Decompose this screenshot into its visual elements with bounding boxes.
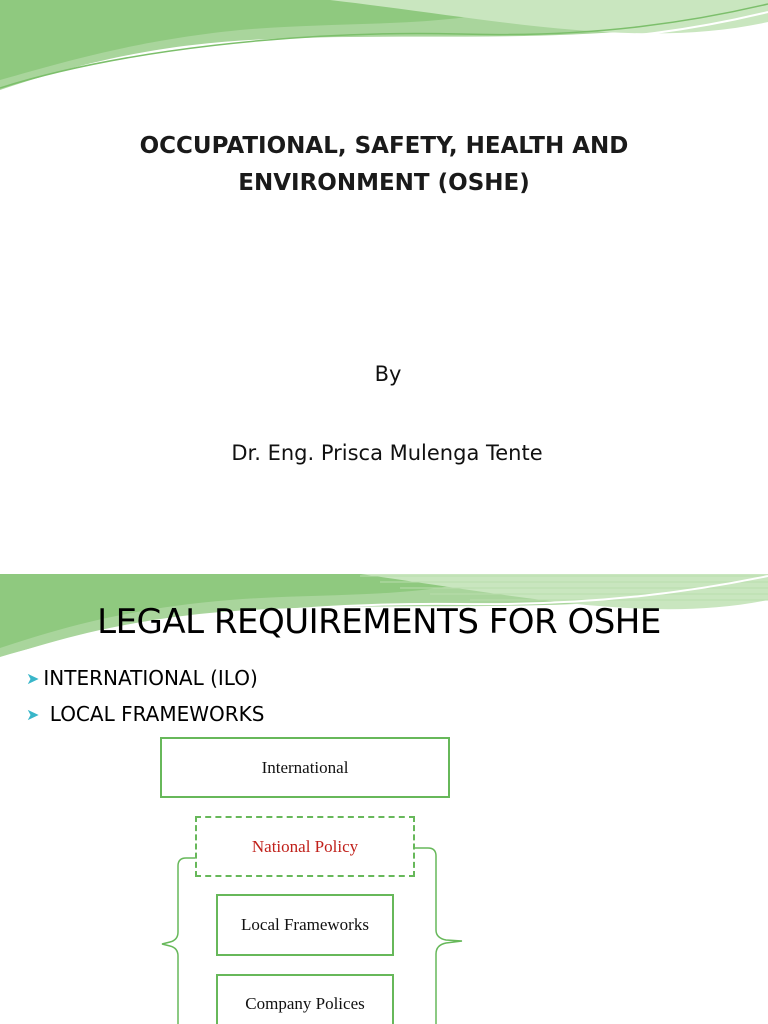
diagram-box-national-policy: National Policy [195, 816, 415, 877]
left-brace [162, 858, 196, 1024]
arrow-bullet-icon: ➤ [26, 704, 40, 724]
slide-legal-requirements [0, 574, 768, 1024]
slide-divider [0, 560, 768, 574]
diagram-box-international: International [160, 737, 450, 798]
bullet-text: LOCAL FRAMEWORKS [43, 702, 265, 726]
by-label: By [374, 362, 402, 386]
title-line-2: ENVIRONMENT (OSHE) [238, 170, 530, 196]
diagram-braces [0, 574, 768, 1024]
right-brace [414, 848, 462, 1024]
slide-title: LEGAL REQUIREMENTS FOR OSHE [97, 602, 661, 642]
green-swoosh-decoration [0, 0, 768, 100]
presentation-title [0, 128, 768, 202]
bullet-text: INTERNATIONAL (ILO) [43, 666, 258, 690]
author-name: Dr. Eng. Prisca Mulenga Tente [231, 441, 543, 465]
diagram-box-company-polices: Company Polices [216, 974, 394, 1024]
title-line-1: OCCUPATIONAL, SAFETY, HEALTH AND [139, 133, 629, 159]
arrow-bullet-icon: ➤ [26, 668, 40, 688]
diagram-box-local-frameworks: Local Frameworks [216, 894, 394, 956]
